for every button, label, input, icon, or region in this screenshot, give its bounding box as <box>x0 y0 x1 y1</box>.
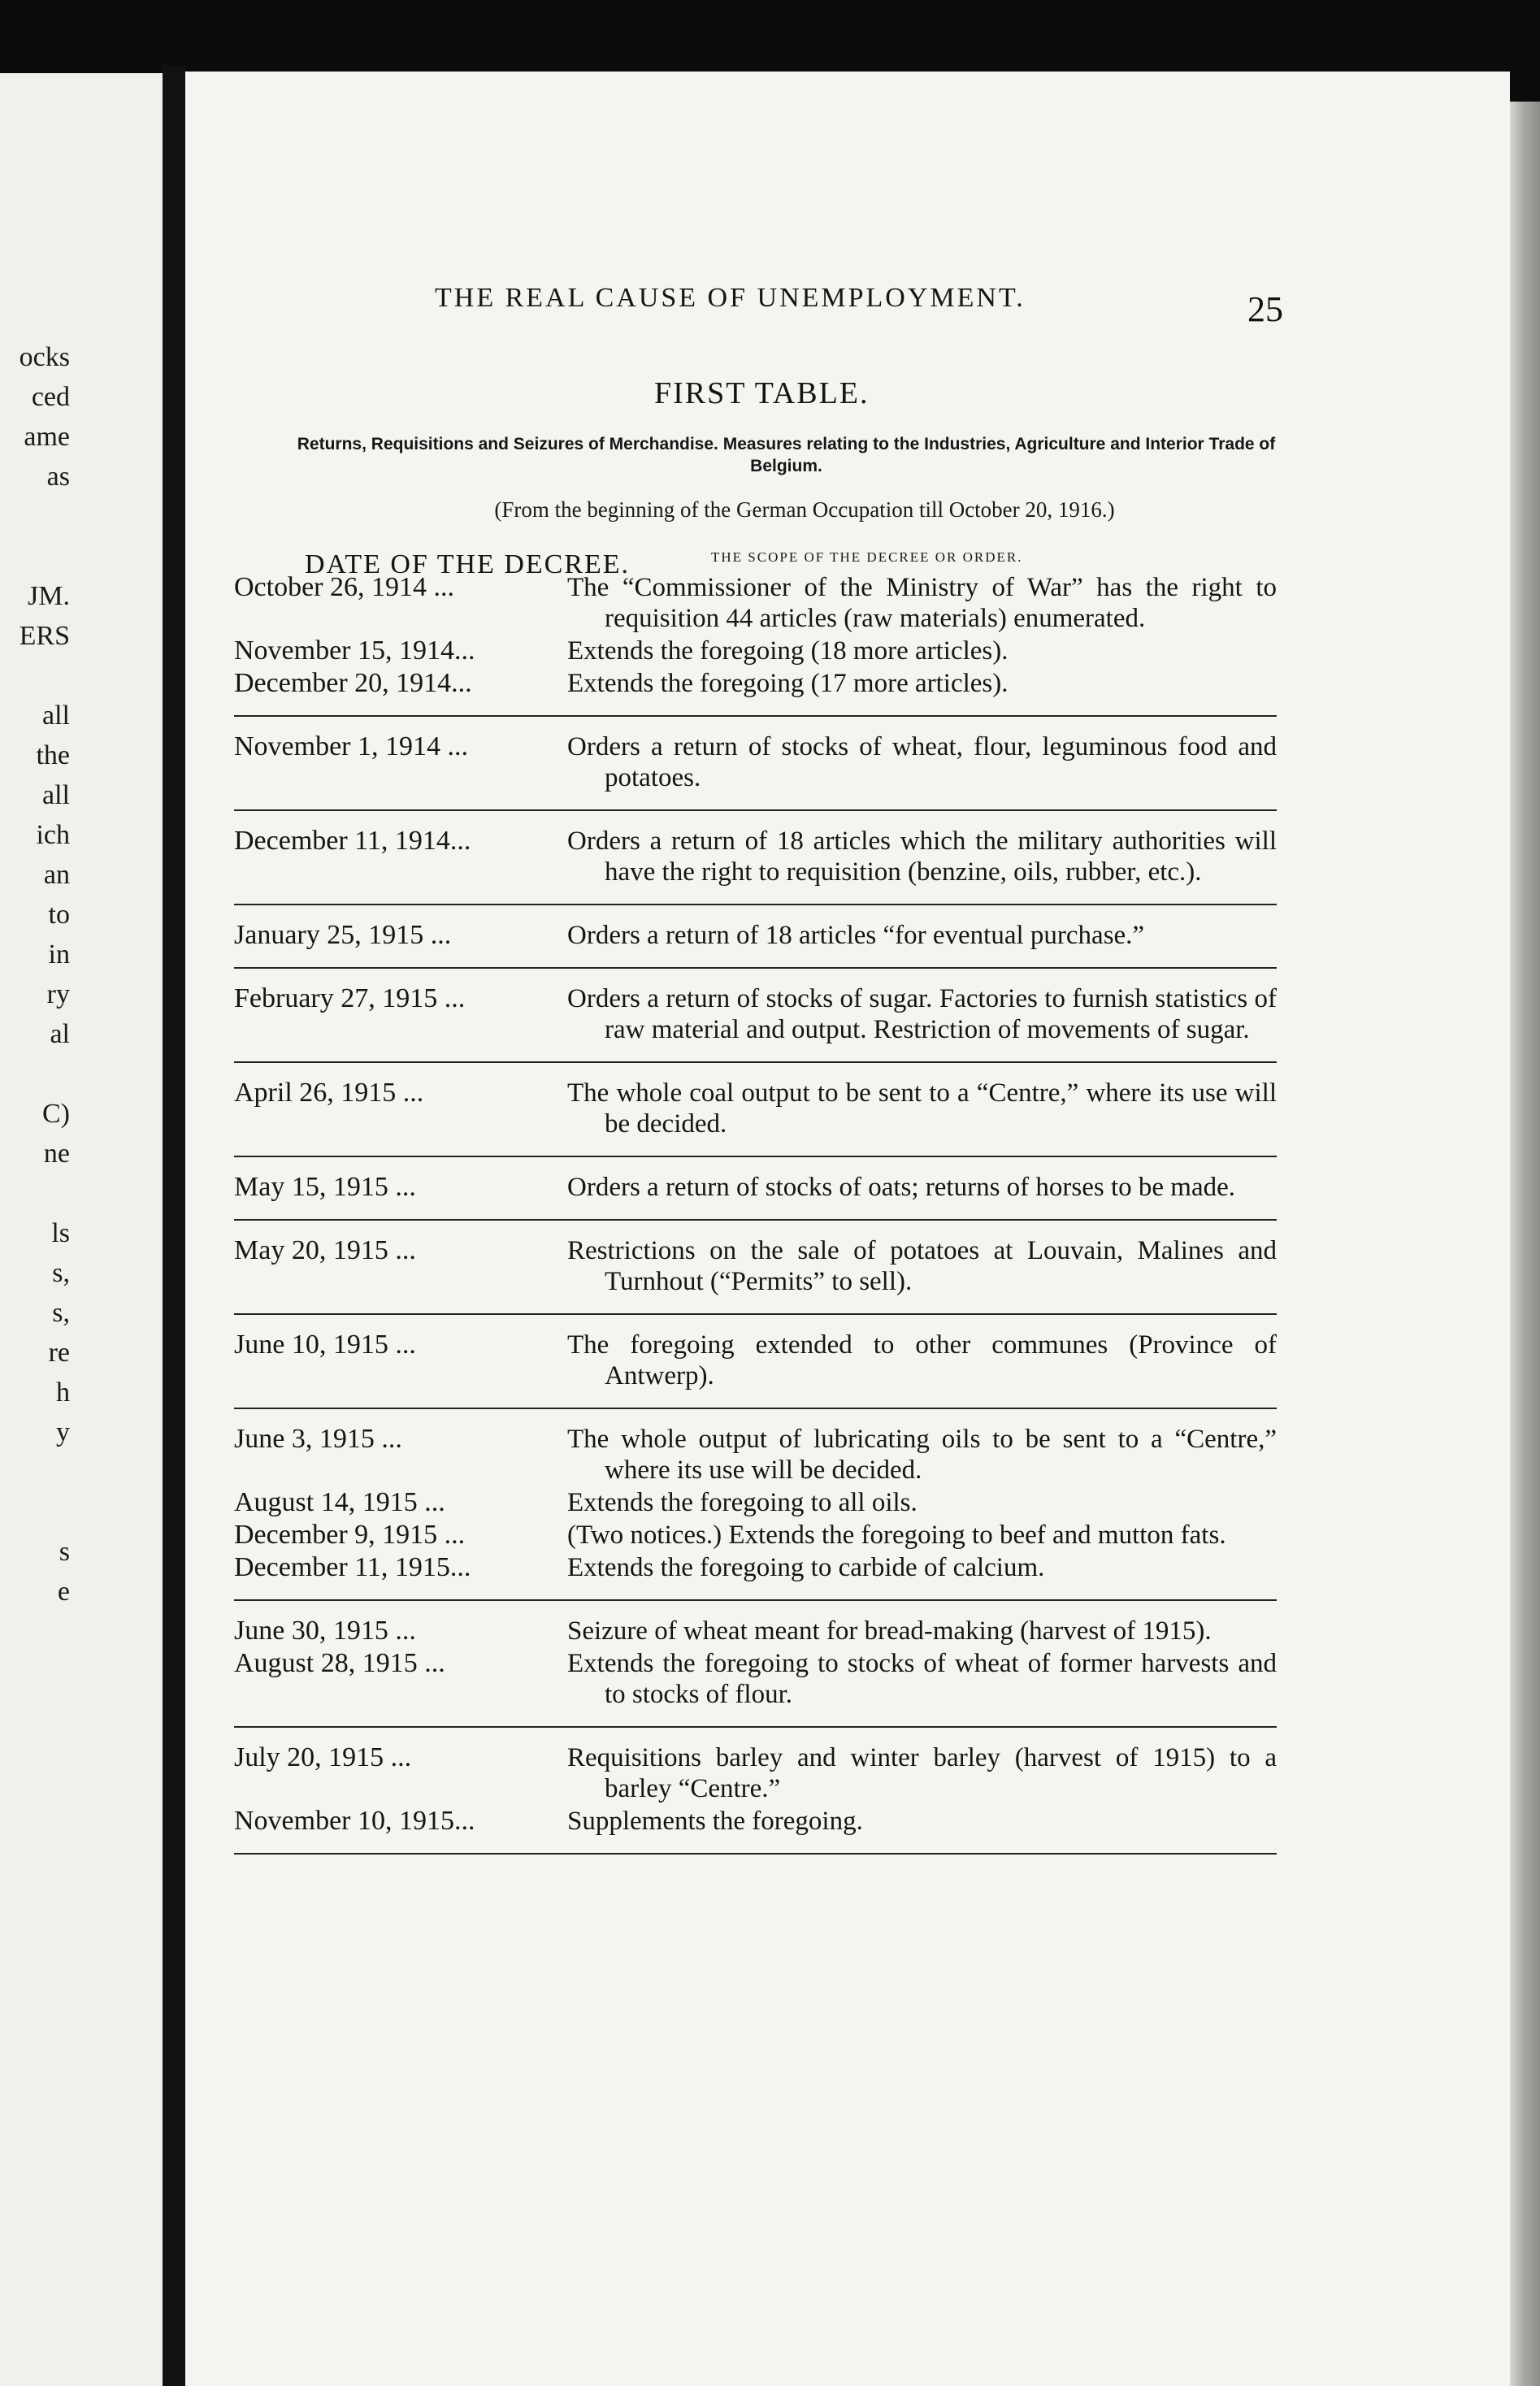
facing-page-fragment: h <box>56 1377 70 1408</box>
facing-page-fragment <box>0 1054 70 1094</box>
table-subtitle: Returns, Requisitions and Seizures of Merchandise. Measures relating to the Industries, Agriculture and Interior Trade of Belgium. <box>297 435 1276 475</box>
table-row <box>234 983 1277 1045</box>
facing-page-text <box>0 337 70 1612</box>
table-row <box>234 1648 1277 1710</box>
decree-date: May 20, 1915 ... <box>234 1235 416 1265</box>
table-row <box>234 1235 1277 1297</box>
decree-date: June 30, 1915 ... <box>234 1616 416 1646</box>
decree-date: February 27, 1915 ... <box>234 983 466 1013</box>
table-row <box>234 1742 1277 1804</box>
table-row <box>234 920 1277 951</box>
decree-scope: Extends the foregoing to carbide of calcium. <box>567 1553 1045 1582</box>
decree-scope: Extends the foregoing to all oils. <box>567 1488 917 1517</box>
table-row <box>234 1552 1277 1583</box>
decree-scope: Extends the foregoing to stocks of wheat of former harvests and to stocks of flour. <box>567 1649 1277 1709</box>
decree-scope: Orders a return of 18 articles which the military authorities will have the right to requisition (benzine, oils, rubber, etc.). <box>567 826 1277 887</box>
decree-scope: (Two notices.) Extends the foregoing to beef and mutton fats. <box>567 1521 1226 1550</box>
decree-group <box>234 569 1277 717</box>
facing-page-fragment: ERS <box>19 621 70 651</box>
table-row <box>234 572 1277 634</box>
facing-page-fragment <box>0 497 70 536</box>
facing-page-fragment: ls <box>51 1218 70 1248</box>
facing-page-fragment: the <box>36 740 70 770</box>
facing-page-fragment: to <box>48 900 70 930</box>
date-range-note: (From the beginning of the German Occupation till October 20, 1916.) <box>494 497 1115 522</box>
decree-group <box>234 1169 1277 1221</box>
decree-scope: Restrictions on the sale of potatoes at Louvain, Malines and Turnhout (“Permits” to sell). <box>567 1236 1277 1296</box>
table-row <box>234 668 1277 699</box>
decree-group <box>234 980 1277 1063</box>
table-row <box>234 1806 1277 1837</box>
decree-scope: The “Commissioner of the Ministry of War” has the right to requisition 44 articles (raw materials) enumerated. <box>567 573 1277 633</box>
decree-scope: Orders a return of 18 articles “for eventual purchase.” <box>567 921 1145 950</box>
facing-page-fragment <box>0 1452 70 1492</box>
facing-page-fragment: as <box>46 462 70 492</box>
table-row <box>234 1330 1277 1391</box>
decree-scope: The foregoing extended to other communes (Province of Antwerp). <box>567 1330 1277 1390</box>
table-row <box>234 1487 1277 1518</box>
decree-date: June 10, 1915 ... <box>234 1330 416 1360</box>
page-number: 25 <box>1247 289 1283 329</box>
facing-page-fragment: ame <box>24 422 70 452</box>
decree-scope: Extends the foregoing (18 more articles). <box>567 636 1009 666</box>
decree-date: January 25, 1915 ... <box>234 920 452 950</box>
column-header-scope: THE SCOPE OF THE DECREE OR ORDER. <box>711 549 1023 565</box>
running-title: THE REAL CAUSE OF UNEMPLOYMENT. <box>435 283 1026 313</box>
facing-page-fragment: ry <box>46 979 70 1009</box>
facing-page-fragment: s, <box>52 1258 70 1288</box>
facing-page-fragment: an <box>43 860 70 890</box>
table-row <box>234 1520 1277 1551</box>
decree-date: July 20, 1915 ... <box>234 1742 412 1772</box>
decree-group <box>234 1074 1277 1157</box>
facing-page-fragment: ced <box>31 382 70 412</box>
decree-date: June 3, 1915 ... <box>234 1424 402 1454</box>
decree-date: December 11, 1914... <box>234 826 471 856</box>
decree-scope: The whole coal output to be sent to a “Centre,” where its use will be decided. <box>567 1078 1277 1139</box>
decree-date: December 20, 1914... <box>234 668 472 698</box>
table-row <box>234 636 1277 666</box>
decree-group <box>234 822 1277 905</box>
decree-date: August 28, 1915 ... <box>234 1648 445 1678</box>
facing-page-fragment: s <box>59 1537 70 1567</box>
decree-date: November 1, 1914 ... <box>234 731 469 761</box>
page-edge <box>1510 102 1540 2386</box>
facing-page-fragment: y <box>56 1417 70 1447</box>
decree-group <box>234 1739 1277 1855</box>
page-gutter <box>163 65 185 2386</box>
column-header-date: DATE OF THE DECREE. <box>305 549 631 579</box>
decree-scope: Orders a return of stocks of wheat, flour, leguminous food and potatoes. <box>567 732 1277 792</box>
facing-page-fragment: e <box>57 1577 70 1607</box>
decree-scope: Requisitions barley and winter barley (harvest of 1915) to a barley “Centre.” <box>567 1743 1277 1803</box>
decree-scope: Supplements the foregoing. <box>567 1807 863 1836</box>
table-row <box>234 1078 1277 1139</box>
facing-page-fragment: ne <box>43 1139 70 1169</box>
facing-page-fragment: re <box>48 1338 70 1368</box>
decree-scope: Orders a return of stocks of sugar. Factories to furnish statistics of raw material and output. Restriction of movements of sugar. <box>567 984 1277 1044</box>
decree-group <box>234 1232 1277 1315</box>
decree-group <box>234 917 1277 969</box>
facing-page-fragment <box>0 1173 70 1213</box>
facing-page-fragment <box>0 536 70 576</box>
facing-page-fragment <box>0 1492 70 1532</box>
decree-table <box>234 569 1277 1866</box>
decree-date: November 10, 1915... <box>234 1806 475 1836</box>
decree-date: December 11, 1915... <box>234 1552 471 1582</box>
facing-page-fragment: s, <box>52 1298 70 1328</box>
decree-scope: The whole output of lubricating oils to be sent to a “Centre,” where its use will be decided. <box>567 1425 1277 1485</box>
table-row <box>234 731 1277 793</box>
decree-date: August 14, 1915 ... <box>234 1487 445 1517</box>
facing-page-fragment: ich <box>36 820 70 850</box>
table-row <box>234 1424 1277 1486</box>
decree-scope: Seizure of wheat meant for bread-making (harvest of 1915). <box>567 1616 1212 1646</box>
table-row <box>234 1616 1277 1646</box>
decree-date: May 15, 1915 ... <box>234 1172 416 1202</box>
facing-page-fragment: C) <box>42 1099 70 1129</box>
facing-page-fragment <box>0 656 70 696</box>
facing-page-fragment: ocks <box>19 342 70 372</box>
decree-date: November 15, 1914... <box>234 636 475 666</box>
decree-date: October 26, 1914 ... <box>234 572 455 602</box>
decree-date: April 26, 1915 ... <box>234 1078 424 1108</box>
decree-scope: Extends the foregoing (17 more articles). <box>567 669 1009 698</box>
facing-page-fragment: in <box>48 939 70 970</box>
facing-page-fragment: all <box>42 780 70 810</box>
decree-group <box>234 1612 1277 1728</box>
table-row <box>234 1172 1277 1203</box>
table-row <box>234 826 1277 887</box>
decree-scope: Orders a return of stocks of oats; returns of horses to be made. <box>567 1173 1236 1202</box>
facing-page-fragment: JM. <box>28 581 70 611</box>
decree-date: December 9, 1915 ... <box>234 1520 466 1550</box>
decree-group <box>234 1421 1277 1601</box>
facing-page-fragment: al <box>50 1019 70 1049</box>
decree-group <box>234 728 1277 811</box>
facing-page-fragment: all <box>42 701 70 731</box>
decree-group <box>234 1326 1277 1409</box>
table-title: FIRST TABLE. <box>654 376 870 410</box>
